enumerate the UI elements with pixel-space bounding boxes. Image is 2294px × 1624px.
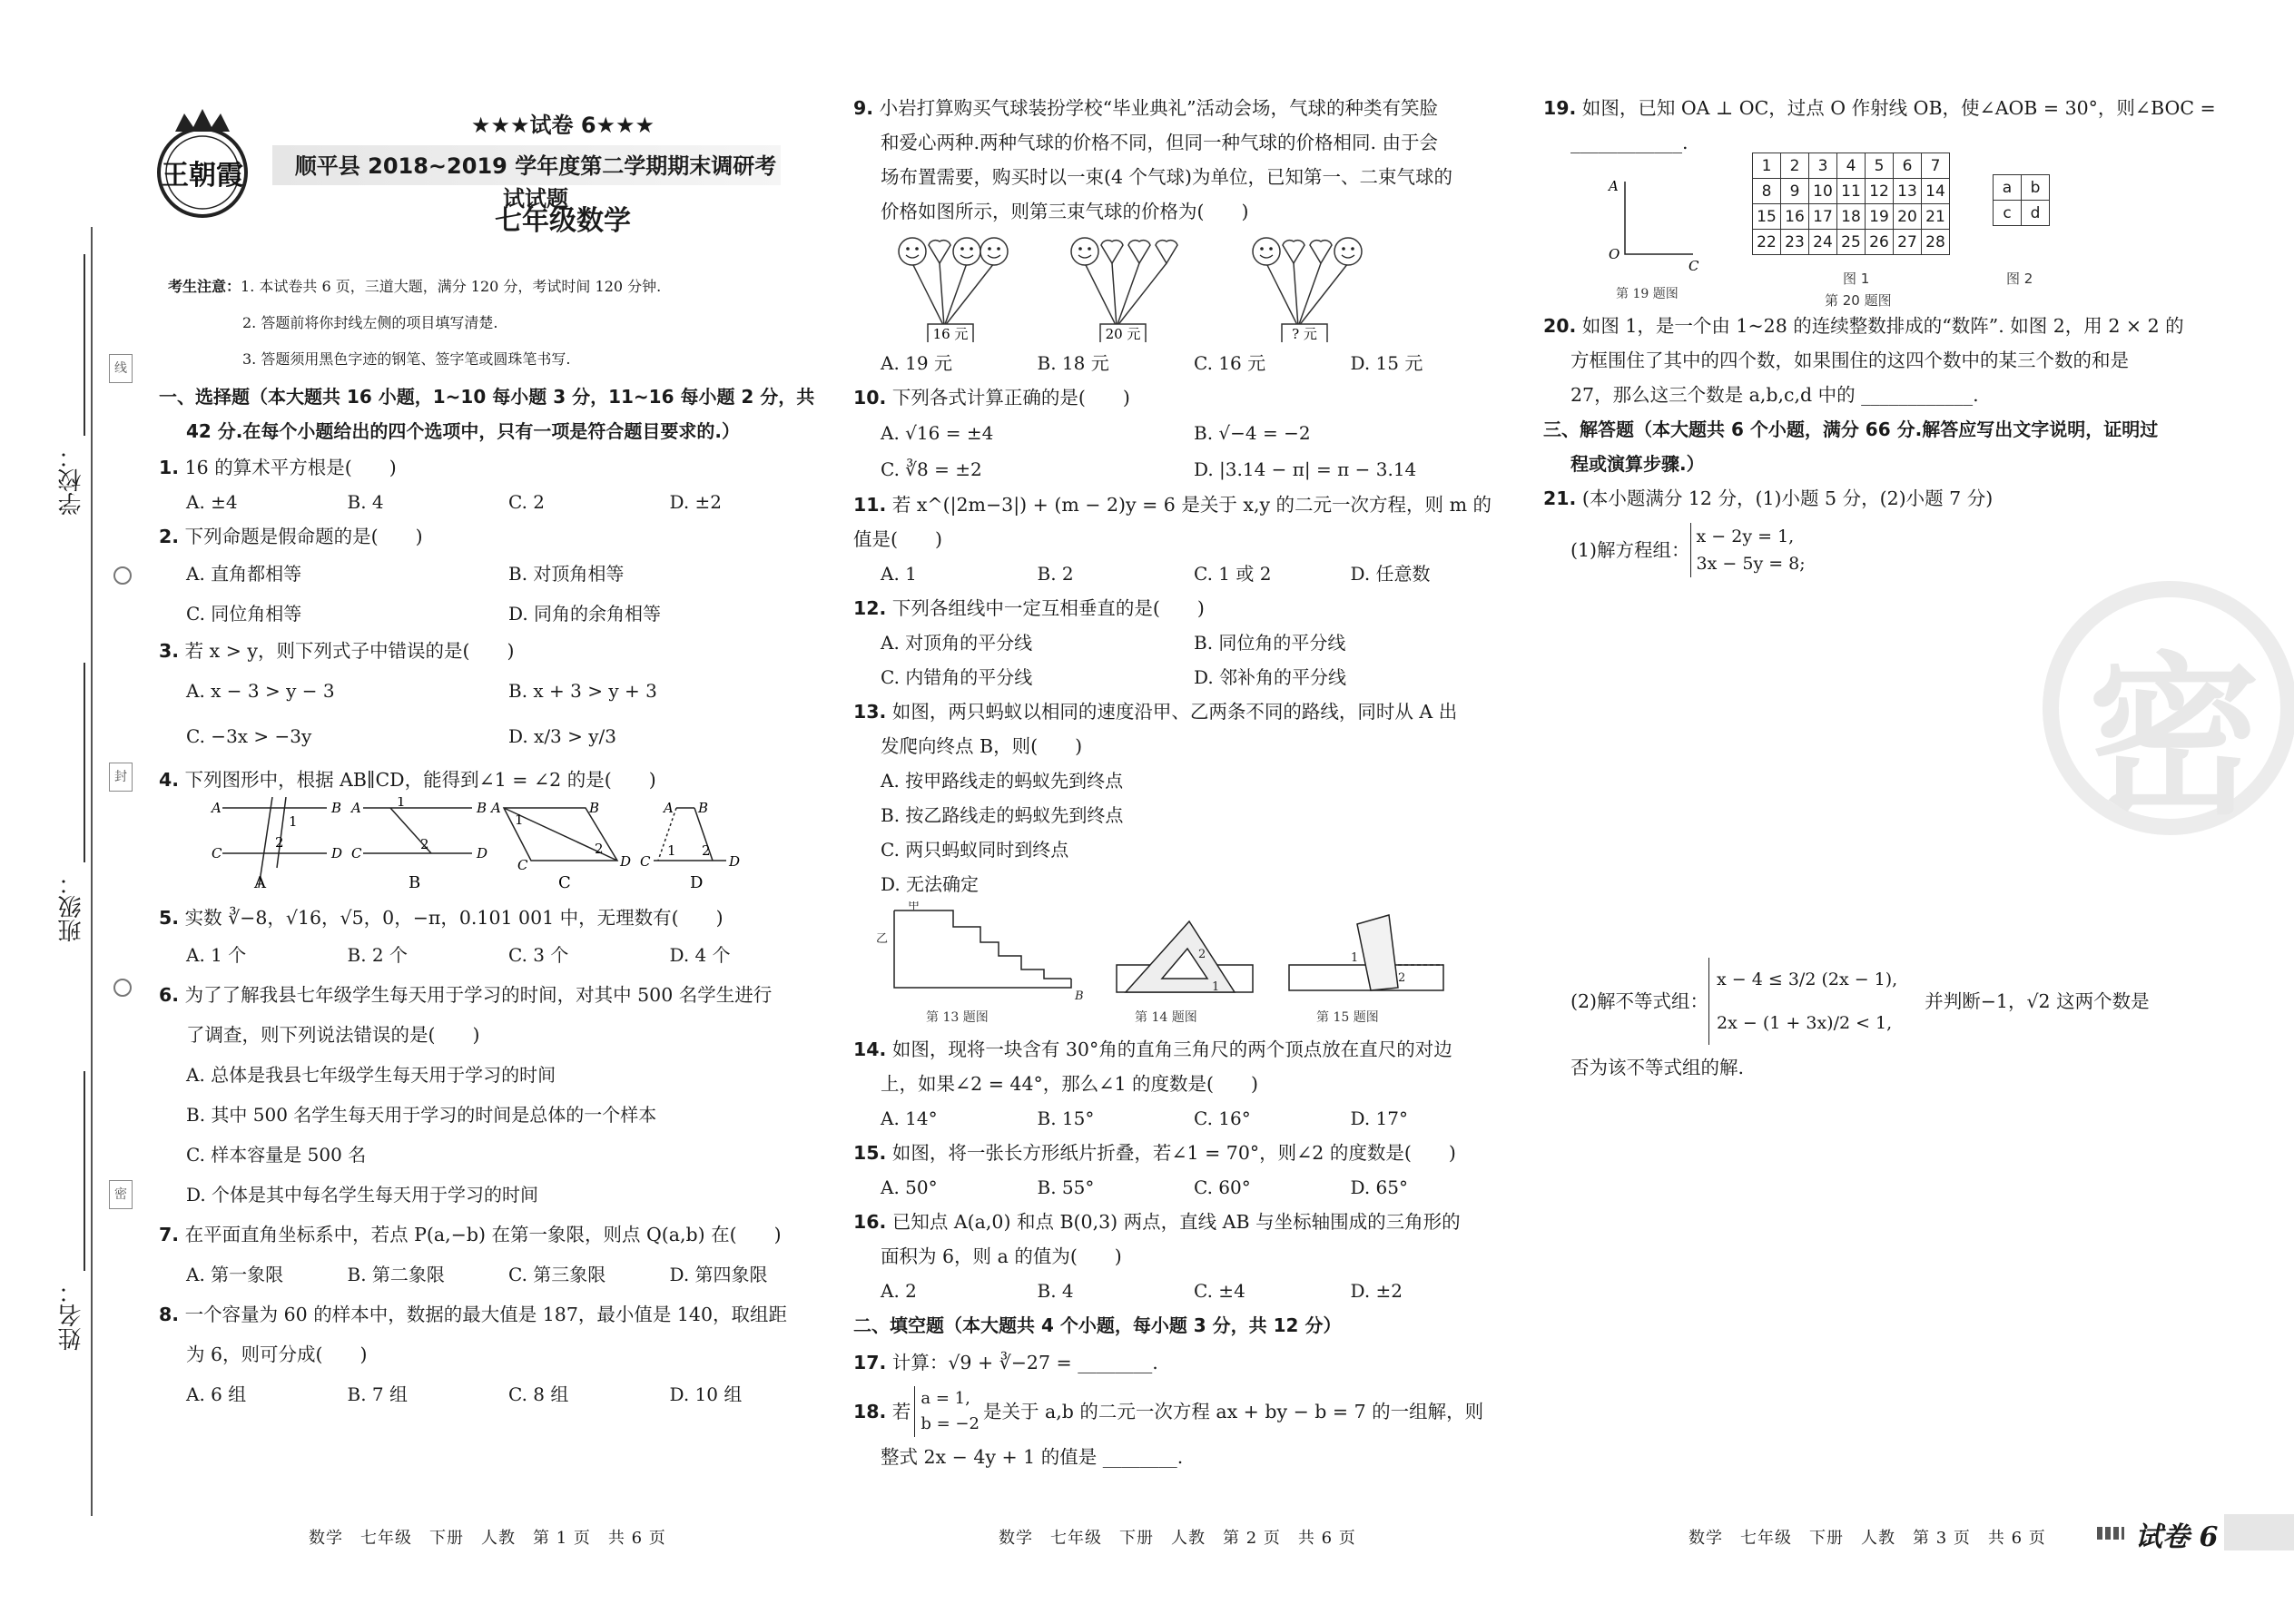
number-array-cell: 21 — [1922, 204, 1950, 230]
class-label: 班级： — [58, 871, 85, 942]
q5-option-b[interactable]: B. 2 个 — [347, 944, 408, 966]
q7-option-b[interactable]: B. 第二象限 — [347, 1264, 445, 1285]
q8-option-c[interactable]: C. 8 组 — [508, 1383, 569, 1405]
q8-option-a[interactable]: A. 6 组 — [186, 1383, 247, 1405]
number-array-cell: 1 — [1753, 153, 1781, 179]
q15-figure — [1289, 915, 1443, 990]
question-13-cont: 发爬向终点 B，则( ) — [881, 735, 1083, 757]
q6-option-a[interactable]: A. 总体是我县七年级学生每天用于学习的时间 — [186, 1064, 556, 1086]
number-array-cell: 8 — [1753, 179, 1781, 204]
name-label: 姓名： — [58, 1280, 85, 1351]
q15-option-a[interactable]: A. 50° — [881, 1176, 938, 1198]
q12-option-b[interactable]: B. 同位角的平分线 — [1194, 632, 1346, 654]
number-array-cell: 19 — [1866, 204, 1894, 230]
svg-text:B: B — [1075, 989, 1084, 1003]
number-array-cell: 18 — [1837, 204, 1866, 230]
question-14-cont: 上，如果∠2 = 44°，那么∠1 的度数是( ) — [881, 1073, 1258, 1095]
q12-option-a[interactable]: A. 对顶角的平分线 — [881, 632, 1033, 654]
q8-options — [159, 1374, 831, 1414]
section-3-title: 三、解答题（本大题共 6 个小题，满分 66 分.解答应写出文字说明，证明过 — [1543, 418, 2159, 440]
q1-option-c[interactable]: C. 2 — [508, 491, 546, 513]
svg-text:O: O — [1609, 246, 1620, 262]
number-array-cell: 6 — [1894, 153, 1922, 179]
number-array-cell: 10 — [1809, 179, 1837, 204]
corner-band — [2224, 1514, 2294, 1550]
svg-text:2: 2 — [595, 841, 604, 857]
question-18: 18. 若 a = 1, b = −2 是关于 a,b 的二元一次方程 ax + by − b = 7 的一组解，则 — [853, 1386, 1507, 1437]
q13-option-b[interactable]: B. 按乙路线走的蚂蚁先到终点 — [881, 804, 1124, 826]
note-item: 1. 本试卷共 6 页，三道大题，满分 120 分，考试时间 120 分钟. — [241, 278, 662, 295]
svg-text:C: C — [517, 857, 528, 873]
q13-15-figures — [853, 901, 1507, 1029]
number-array-cell: 3 — [1809, 153, 1837, 179]
number-array-cell: 27 — [1894, 230, 1922, 255]
svg-text:A: A — [491, 800, 501, 816]
q4-fig-c — [489, 800, 631, 873]
q13-options — [853, 763, 1507, 901]
column-3 — [1543, 91, 2233, 160]
subject-title: 七年级数学 — [495, 205, 631, 237]
number-array-cell: 13 — [1894, 179, 1922, 204]
question-5: 5. 实数 ∛−8，√16，√5，0，−π，0.101 001 中，无理数有( ) — [159, 907, 724, 929]
q12-option-d[interactable]: D. 邻补角的平分线 — [1194, 666, 1347, 688]
number-array-cell: 2 — [1781, 153, 1809, 179]
q2-option-b[interactable]: B. 对顶角相等 — [508, 563, 625, 585]
q19-caption: 第 19 题图 — [1616, 287, 1679, 301]
svg-text:2: 2 — [420, 836, 429, 852]
q11-options — [853, 556, 1507, 591]
question-10: 10. 下列各式计算正确的是( ) — [853, 387, 1130, 408]
q11-option-b[interactable]: B. 2 — [1037, 563, 1074, 585]
number-array-cell: 26 — [1866, 230, 1894, 255]
column-2 — [853, 91, 1507, 1477]
q3-option-b[interactable]: B. x + 3 > y + 3 — [508, 680, 657, 702]
paper-label: ★★★试卷 6★★★ — [470, 113, 655, 138]
q13-figure — [876, 901, 1084, 1003]
q12-options — [853, 625, 1507, 694]
svg-text:2: 2 — [275, 834, 284, 851]
q16-option-b[interactable]: B. 4 — [1037, 1280, 1074, 1302]
question-18-cont: 整式 2x − 4y + 1 的值是 ________. — [881, 1446, 1184, 1468]
q15-option-b[interactable]: B. 55° — [1037, 1176, 1095, 1198]
q4-label-c: C — [558, 873, 571, 892]
school-label: 学校： — [58, 445, 85, 516]
footer-page-1: 数学 七年级 下册 人教 第 1 页 共 6 页 — [309, 1529, 666, 1548]
q10-option-a[interactable]: A. √16 = ±4 — [881, 422, 994, 444]
svg-text:A: A — [664, 800, 674, 816]
q4-figures — [159, 797, 812, 897]
q9-option-b[interactable]: B. 18 元 — [1037, 352, 1109, 374]
q18-system: a = 1, b = −2 — [914, 1386, 980, 1437]
svg-text:甲: 甲 — [908, 901, 921, 912]
svg-text:A: A — [351, 800, 361, 816]
question-9-cont: 和爱心两种.两种气球的价格不同，但同一种气球的价格相同. 由于会 — [881, 132, 1439, 153]
q13-option-a[interactable]: A. 按甲路线走的蚂蚁先到终点 — [881, 770, 1124, 792]
letter-box-cell: b — [2022, 175, 2050, 201]
brand-logo — [153, 104, 261, 222]
seal-char-seal: 封 — [109, 763, 133, 792]
number-array-cell: 22 — [1753, 230, 1781, 255]
q5-options — [159, 935, 831, 975]
q15-option-c[interactable]: C. 60° — [1194, 1176, 1251, 1198]
class-blank[interactable] — [84, 663, 85, 862]
q5-option-d[interactable]: D. 4 个 — [669, 944, 731, 966]
footer-page-3: 数学 七年级 下册 人教 第 3 页 共 6 页 — [1689, 1529, 2046, 1548]
q16-option-c[interactable]: C. ±4 — [1194, 1280, 1245, 1302]
corner-paper-label: 试卷 6 — [2135, 1521, 2219, 1553]
question-9-cont: 场布置需要，购买时以一束(4 个气球)为单位，已知第一、二束气球的 — [881, 166, 1453, 188]
question-3: 3. 若 x > y，则下列式子中错误的是( ) — [159, 640, 515, 662]
q2-options — [159, 554, 831, 634]
letter-box-grid — [1993, 174, 2050, 226]
svg-text:2: 2 — [1398, 971, 1406, 985]
binding-hole — [113, 566, 132, 585]
question-13: 13. 如图，两只蚂蚁以相同的速度沿甲、乙两条不同的路线，同时从 A 出 — [853, 701, 1458, 723]
letter-box-cell: c — [1994, 201, 2022, 226]
question-16-cont: 面积为 6，则 a 的值为( ) — [881, 1245, 1122, 1267]
q16-options — [853, 1274, 1507, 1308]
q5-option-a[interactable]: A. 1 个 — [186, 944, 247, 966]
question-20: 20. 如图 1，是一个由 1~28 的连续整数排成的“数阵”. 如图 2，用 2 × 2 的 — [1543, 315, 2184, 337]
svg-text:1: 1 — [289, 813, 298, 830]
q4-fig-a — [210, 797, 342, 888]
exam-title: 顺平县 2018~2019 学年度第二学期期末调研考试试题 — [294, 153, 777, 212]
corner-deco — [2097, 1527, 2124, 1540]
q20-fig2-label: 图 2 — [2006, 271, 2033, 287]
note-item: 2. 答题前将你封线左侧的项目填写清楚. — [242, 314, 498, 331]
q1-option-a[interactable]: A. ±4 — [186, 491, 238, 513]
q6-option-c[interactable]: C. 样本容量是 500 名 — [186, 1144, 367, 1166]
question-14: 14. 如图，现将一块含有 30°角的直角三角尺的两个顶点放在直尺的对边 — [853, 1038, 1452, 1060]
q10-option-d[interactable]: D. |3.14 − π| = π − 3.14 — [1194, 458, 1417, 480]
q13-caption: 第 13 题图 — [926, 1010, 989, 1025]
q1-option-b[interactable]: B. 4 — [347, 491, 384, 513]
q11-option-c[interactable]: C. 1 或 2 — [1194, 563, 1272, 585]
number-array-row — [1753, 153, 1950, 179]
letter-box-cell: d — [2022, 201, 2050, 226]
question-12: 12. 下列各组线中一定互相垂直的是( ) — [853, 597, 1205, 619]
q11-option-a[interactable]: A. 1 — [881, 563, 917, 585]
number-array-cell: 9 — [1781, 179, 1809, 204]
svg-text:A: A — [212, 800, 222, 816]
seal-char-line: 线 — [109, 354, 133, 383]
svg-text:C: C — [1689, 258, 1699, 274]
svg-text:A: A — [1609, 178, 1619, 194]
q11-option-d[interactable]: D. 任意数 — [1350, 563, 1431, 585]
q9-options — [853, 346, 1507, 380]
q7-option-d[interactable]: D. 第四象限 — [669, 1264, 768, 1285]
q15-option-d[interactable]: D. 65° — [1350, 1176, 1408, 1198]
q3-options — [159, 668, 831, 759]
q9-option-c[interactable]: C. 16 元 — [1194, 352, 1266, 374]
number-array-cell: 12 — [1866, 179, 1894, 204]
q7-option-a[interactable]: A. 第一象限 — [186, 1264, 284, 1285]
question-6-cont: 了调查，则下列说法错误的是( ) — [186, 1024, 480, 1046]
section-1-title-cont: 42 分.在每个小题给出的四个选项中，只有一项是符合题目要求的.） — [186, 420, 740, 442]
q21-inequality-system: x − 4 ≤ 3/2 (2x − 1), 2x − (1 + 3x)/2 < 1, — [1708, 958, 1897, 1045]
q16-option-d[interactable]: D. ±2 — [1350, 1280, 1403, 1302]
q21-system: x − 2y = 1, 3x − 5y = 8; — [1690, 523, 1806, 577]
q21-part2: (2)解不等式组： x − 4 ≤ 3/2 (2x − 1), 2x − (1 + 3x)/2 < 1, 并判断−1，√2 这两个数是 — [1543, 958, 2233, 1045]
question-7: 7. 在平面直角坐标系中，若点 P(a,−b) 在第一象限，则点 Q(a,b) 在( ) — [159, 1224, 782, 1245]
svg-text:C: C — [640, 853, 651, 870]
number-array-cell: 23 — [1781, 230, 1809, 255]
q16-option-a[interactable]: A. 2 — [881, 1280, 917, 1302]
letter-box-row — [1994, 175, 2050, 201]
letter-box-row — [1994, 201, 2050, 226]
svg-text:1: 1 — [397, 797, 406, 810]
svg-text:C: C — [351, 845, 362, 861]
q14-options — [853, 1101, 1507, 1136]
svg-text:B: B — [589, 800, 600, 816]
q14-option-b[interactable]: B. 15° — [1037, 1107, 1095, 1129]
number-array-cell: 11 — [1837, 179, 1866, 204]
q20-fig1-label: 图 1 — [1843, 271, 1870, 287]
question-9-cont: 价格如图所示，则第三束气球的价格为( ) — [881, 201, 1249, 222]
svg-text:乙: 乙 — [876, 932, 889, 946]
q2-option-c[interactable]: C. 同位角相等 — [186, 603, 302, 625]
svg-text:1: 1 — [515, 812, 524, 828]
number-array-row — [1753, 204, 1950, 230]
q14-option-d[interactable]: D. 17° — [1350, 1107, 1408, 1129]
seal-char-secret: 密 — [109, 1180, 133, 1209]
note-item: 3. 答题须用黑色字迹的钢笔、签字笔或圆珠笔书写. — [242, 350, 571, 368]
number-array-cell: 7 — [1922, 153, 1950, 179]
bunch-3-price: ? 元 — [1292, 326, 1317, 342]
question-15: 15. 如图，将一张长方形纸片折叠，若∠1 = 70°，则∠2 的度数是( ) — [853, 1142, 1456, 1164]
question-1: 1. 16 的算术平方根是( ) — [159, 457, 397, 478]
number-array-row — [1753, 230, 1950, 255]
q20-caption: 第 20 题图 — [1825, 292, 1892, 309]
question-17: 17. 计算：√9 + ∛−27 = ________. — [853, 1352, 1158, 1373]
svg-text:B: B — [477, 800, 487, 816]
question-8: 8. 一个容量为 60 的样本中，数据的最大值是 187，最小值是 140，取组距 — [159, 1304, 787, 1325]
q10-option-c[interactable]: C. ∛8 = ±2 — [881, 458, 982, 480]
number-array-cell: 4 — [1837, 153, 1866, 179]
q4-label-d: D — [690, 873, 704, 892]
watermark-char: 密 — [2088, 637, 2261, 838]
school-blank[interactable] — [84, 254, 85, 436]
number-array-cell: 5 — [1866, 153, 1894, 179]
q19-figure — [1598, 172, 1707, 309]
notes-label: 考生注意： — [168, 278, 241, 295]
section-3-title-cont: 程或演算步骤.） — [1570, 453, 1705, 475]
q15-options — [853, 1170, 1507, 1205]
number-array-cell: 24 — [1809, 230, 1837, 255]
svg-text:D: D — [729, 853, 741, 870]
q4-label-b: B — [409, 873, 421, 892]
exam-notes — [168, 269, 822, 378]
q9-option-d[interactable]: D. 15 元 — [1350, 352, 1423, 374]
column-3-lower — [1543, 309, 2233, 577]
number-array-grid — [1752, 153, 1950, 255]
bunch-1-price: 16 元 — [932, 326, 969, 342]
svg-text:B: B — [331, 800, 342, 816]
svg-text:D: D — [620, 853, 632, 870]
q3-option-c[interactable]: C. −3x > −3y — [186, 725, 312, 747]
question-4: 4. 下列图形中，根据 AB∥CD，能得到∠1 = ∠2 的是( ) — [159, 769, 656, 791]
q21-part2-block — [1543, 958, 2233, 1085]
number-array-cell: 17 — [1809, 204, 1837, 230]
q7-option-c[interactable]: C. 第三象限 — [508, 1264, 606, 1285]
q14-caption: 第 14 题图 — [1135, 1010, 1197, 1025]
q10-option-b[interactable]: B. √−4 = −2 — [1194, 422, 1311, 444]
svg-text:D: D — [477, 845, 488, 861]
question-20-cont: 27，那么这三个数是 a,b,c,d 中的 ____________. — [1570, 384, 1979, 406]
section-1-title: 一、选择题（本大题共 16 小题，1~10 每小题 3 分，11~16 每小题 2 分，共 — [159, 386, 815, 408]
svg-text:B: B — [698, 800, 709, 816]
number-array-cell: 15 — [1753, 204, 1781, 230]
q1-option-d[interactable]: D. ±2 — [669, 491, 723, 513]
q8-option-d[interactable]: D. 10 组 — [669, 1383, 743, 1405]
binding-hole — [113, 979, 132, 997]
column-1 — [159, 379, 831, 1414]
logo-text: 王朝霞 — [162, 160, 243, 192]
number-array-cell: 20 — [1894, 204, 1922, 230]
question-8-cont: 为 6，则可分成( ) — [186, 1343, 368, 1365]
q4-label-a: A — [254, 873, 266, 892]
svg-text:1: 1 — [667, 842, 676, 859]
question-16: 16. 已知点 A(a,0) 和点 B(0,3) 两点，直线 AB 与坐标轴围成的三角形的 — [853, 1211, 1461, 1233]
q4-fig-d — [640, 800, 740, 870]
svg-text:D: D — [331, 845, 343, 861]
question-6: 6. 为了了解我县七年级学生每天用于学习的时间，对其中 500 名学生进行 — [159, 984, 773, 1006]
q13-option-c[interactable]: C. 两只蚂蚁同时到终点 — [881, 839, 1069, 861]
binding-line — [91, 227, 93, 1516]
number-array-row — [1753, 179, 1950, 204]
q6-options — [159, 1055, 831, 1215]
q3-option-d[interactable]: D. x/3 > y/3 — [508, 725, 617, 747]
q15-caption: 第 15 题图 — [1316, 1010, 1379, 1025]
q6-option-b[interactable]: B. 其中 500 名学生每天用于学习的时间是总体的一个样本 — [186, 1104, 657, 1126]
svg-text:2: 2 — [702, 842, 711, 859]
q6-option-d[interactable]: D. 个体是其中每名学生每天用于学习的时间 — [186, 1184, 539, 1206]
q1-options — [159, 485, 831, 519]
name-blank[interactable] — [84, 1071, 85, 1271]
q2-option-a[interactable]: A. 直角都相等 — [186, 563, 302, 585]
svg-text:2: 2 — [1198, 948, 1206, 961]
number-array-cell: 14 — [1922, 179, 1950, 204]
q21-part1: (1)解方程组： x − 2y = 1, 3x − 5y = 8; — [1543, 523, 2233, 577]
question-21: 21. (本小题满分 12 分，(1)小题 5 分，(2)小题 7 分) — [1543, 487, 1994, 509]
letter-box-cell: a — [1994, 175, 2022, 201]
question-20-cont: 方框围住了其中的四个数，如果围住的这四个数中的某三个数的和是 — [1570, 349, 2129, 371]
q4-fig-b — [350, 797, 487, 861]
number-array-cell: 28 — [1922, 230, 1950, 255]
q14-option-a[interactable]: A. 14° — [881, 1107, 938, 1129]
svg-text:C: C — [212, 845, 222, 861]
question-9: 9. 小岩打算购买气球装扮学校“毕业典礼”活动会场，气球的种类有笑脸 — [853, 97, 1439, 119]
q10-options — [853, 415, 1507, 487]
footer-page-2: 数学 七年级 下册 人教 第 2 页 共 6 页 — [999, 1529, 1356, 1548]
question-11: 11. 若 x^(|2m−3|) + (m − 2)y = 6 是关于 x,y 的二元一次方程，则 m 的值是( ) — [853, 494, 1492, 550]
q21-part2-cont: 否为该不等式组的解. — [1570, 1057, 1745, 1078]
number-array-cell: 16 — [1781, 204, 1809, 230]
q12-option-c[interactable]: C. 内错角的平分线 — [881, 666, 1033, 688]
question-19-cont: ____________. — [1570, 132, 1689, 153]
question-19: 19. 如图，已知 OA ⊥ OC，过点 O 作射线 OB，使∠AOB = 30°，则∠BOC = — [1543, 97, 2216, 119]
q13-option-d[interactable]: D. 无法确定 — [881, 873, 980, 895]
q9-option-a[interactable]: A. 19 元 — [881, 352, 952, 374]
question-2: 2. 下列命题是假命题的是( ) — [159, 526, 423, 547]
q2-option-d[interactable]: D. 同角的余角相等 — [508, 603, 662, 625]
q8-option-b[interactable]: B. 7 组 — [347, 1383, 408, 1405]
q3-option-a[interactable]: A. x − 3 > y − 3 — [186, 680, 335, 702]
q5-option-c[interactable]: C. 3 个 — [508, 944, 569, 966]
section-2-title: 二、填空题（本大题共 4 个小题，每小题 3 分，共 12 分） — [853, 1314, 1342, 1336]
q14-figure — [1117, 921, 1253, 994]
svg-text:1: 1 — [1351, 951, 1359, 965]
q9-balloon-figures — [853, 229, 1507, 342]
q7-options — [159, 1255, 831, 1294]
svg-text:1: 1 — [1212, 980, 1220, 994]
q14-option-c[interactable]: C. 16° — [1194, 1107, 1251, 1129]
number-array-cell: 25 — [1837, 230, 1866, 255]
bunch-2-price: 20 元 — [1105, 326, 1141, 342]
